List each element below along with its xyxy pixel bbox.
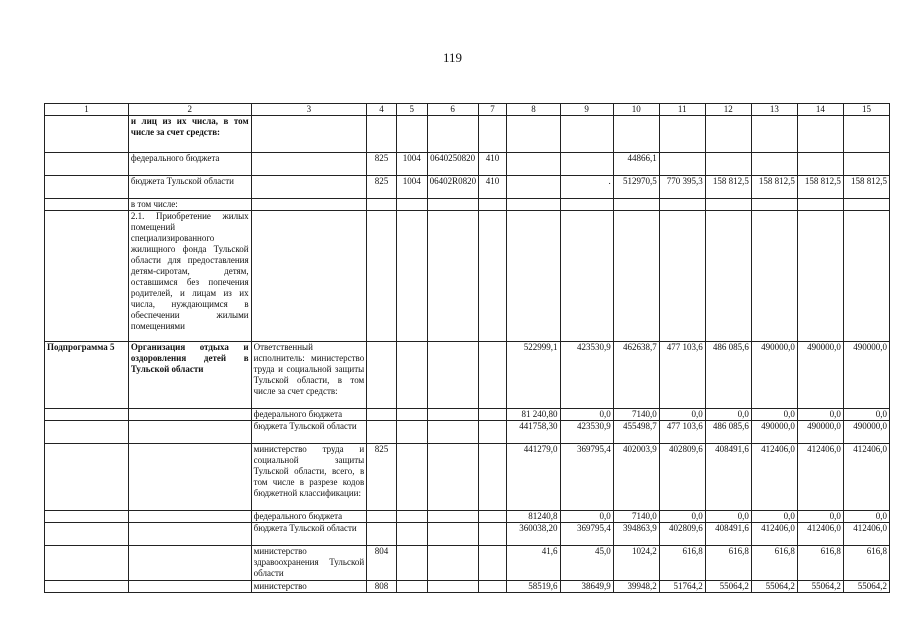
code-cell (427, 211, 478, 342)
program-cell (45, 153, 129, 176)
program-cell (45, 511, 129, 523)
program-cell (45, 523, 129, 546)
value-cell: 412406,0 (843, 444, 889, 511)
value-cell: 55064,2 (843, 581, 889, 593)
description-cell (128, 511, 251, 523)
column-header: 2 (128, 104, 251, 116)
value-cell: 402809,6 (659, 523, 705, 546)
code-cell (396, 511, 427, 523)
code-cell: 0640250820 (427, 153, 478, 176)
value-cell: 1024,2 (613, 546, 659, 581)
executor-cell (251, 176, 367, 199)
value-cell (797, 153, 843, 176)
code-cell (427, 421, 478, 444)
value-cell: 412406,0 (797, 523, 843, 546)
code-cell (478, 211, 507, 342)
value-cell: 369795,4 (560, 523, 613, 546)
value-cell: 490000,0 (843, 342, 889, 409)
column-header: 3 (251, 104, 367, 116)
column-header: 11 (659, 104, 705, 116)
value-cell (843, 211, 889, 342)
executor-cell: федерального бюджета (251, 409, 367, 421)
value-cell: 158 812,5 (843, 176, 889, 199)
value-cell: 45,0 (560, 546, 613, 581)
program-cell (45, 444, 129, 511)
column-header: 8 (507, 104, 560, 116)
value-cell: 490000,0 (843, 421, 889, 444)
code-cell (478, 199, 507, 211)
column-header: 7 (478, 104, 507, 116)
column-header: 6 (427, 104, 478, 116)
value-cell: 58519,6 (507, 581, 560, 593)
value-cell: 360038,20 (507, 523, 560, 546)
column-header: 4 (367, 104, 397, 116)
column-header: 13 (751, 104, 797, 116)
code-cell (396, 116, 427, 153)
table-row (45, 409, 890, 421)
code-cell (478, 523, 507, 546)
description-cell: бюджета Тульской области (128, 176, 251, 199)
program-cell (45, 211, 129, 342)
code-cell (427, 523, 478, 546)
value-cell: 616,8 (659, 546, 705, 581)
description-cell (128, 421, 251, 444)
program-cell (45, 581, 129, 593)
value-cell: 41,6 (507, 546, 560, 581)
value-cell: 616,8 (797, 546, 843, 581)
code-cell: 1004 (396, 176, 427, 199)
executor-cell: министерство (251, 581, 367, 593)
value-cell: 0,0 (751, 511, 797, 523)
value-cell: 770 395,3 (659, 176, 705, 199)
value-cell (613, 211, 659, 342)
program-cell: Подпрограмма 5 (45, 342, 129, 409)
value-cell: 455498,7 (613, 421, 659, 444)
value-cell (659, 116, 705, 153)
table-row (45, 421, 890, 444)
description-cell (128, 581, 251, 593)
value-cell: 0,0 (705, 409, 751, 421)
value-cell: 38649,9 (560, 581, 613, 593)
code-cell (427, 444, 478, 511)
value-cell: 412406,0 (797, 444, 843, 511)
value-cell: 7140,0 (613, 409, 659, 421)
code-cell (427, 511, 478, 523)
code-cell (478, 444, 507, 511)
value-cell: 55064,2 (751, 581, 797, 593)
value-cell: 522999,1 (507, 342, 560, 409)
value-cell (560, 199, 613, 211)
value-cell (843, 199, 889, 211)
value-cell (751, 211, 797, 342)
value-cell: 0,0 (751, 409, 797, 421)
code-cell (396, 444, 427, 511)
executor-cell: бюджета Тульской области (251, 523, 367, 546)
value-cell (507, 211, 560, 342)
value-cell (751, 153, 797, 176)
code-cell (367, 421, 397, 444)
value-cell: 39948,2 (613, 581, 659, 593)
value-cell (659, 153, 705, 176)
budget-table (44, 103, 890, 593)
value-cell: 51764,2 (659, 581, 705, 593)
value-cell (843, 153, 889, 176)
value-cell (560, 211, 613, 342)
code-cell (478, 511, 507, 523)
value-cell: 462638,7 (613, 342, 659, 409)
code-cell (396, 342, 427, 409)
value-cell: 616,8 (705, 546, 751, 581)
column-header: 14 (797, 104, 843, 116)
description-cell: 2.1. Приобретение жилых помещений специализированного жилищного фонда Тульской области для предоставления детям-сиротам, детям, оставшимся без попечения родителей, и лицам из их числа, нуждающимся в обеспечении жилыми помещениями (128, 211, 251, 342)
value-cell: 412406,0 (843, 523, 889, 546)
code-cell (367, 409, 397, 421)
executor-cell: федерального бюджета (251, 511, 367, 523)
code-cell (367, 523, 397, 546)
program-cell (45, 176, 129, 199)
program-cell (45, 409, 129, 421)
value-cell (751, 199, 797, 211)
value-cell: 408491,6 (705, 444, 751, 511)
code-cell (396, 409, 427, 421)
value-cell (705, 211, 751, 342)
code-cell: 06402R0820 (427, 176, 478, 199)
code-cell (427, 199, 478, 211)
value-cell (659, 211, 705, 342)
code-cell: 410 (478, 153, 507, 176)
value-cell (705, 199, 751, 211)
executor-cell: бюджета Тульской области (251, 421, 367, 444)
value-cell: 0,0 (843, 409, 889, 421)
code-cell: 825 (367, 176, 397, 199)
value-cell (705, 116, 751, 153)
code-cell (427, 546, 478, 581)
table-row (45, 444, 890, 511)
value-cell: 486 085,6 (705, 342, 751, 409)
value-cell: 412406,0 (751, 523, 797, 546)
value-cell: 490000,0 (751, 421, 797, 444)
program-cell (45, 199, 129, 211)
code-cell (478, 409, 507, 421)
program-cell (45, 116, 129, 153)
value-cell: 402809,6 (659, 444, 705, 511)
code-cell (396, 421, 427, 444)
table-row (45, 176, 890, 199)
executor-cell: Ответственный исполнитель: министерство труда и социальной защиты Тульской области, в том числе за счет средств: (251, 342, 367, 409)
code-cell (396, 199, 427, 211)
value-cell: 158 812,5 (751, 176, 797, 199)
value-cell: 512970,5 (613, 176, 659, 199)
table-row (45, 511, 890, 523)
table-row (45, 546, 890, 581)
code-cell (367, 199, 397, 211)
table-row (45, 153, 890, 176)
value-cell (507, 153, 560, 176)
code-cell: 804 (367, 546, 397, 581)
table-row (45, 523, 890, 546)
value-cell: 0,0 (659, 511, 705, 523)
table-row (45, 581, 890, 593)
value-cell: 0,0 (705, 511, 751, 523)
column-header: 10 (613, 104, 659, 116)
value-cell: 7140,0 (613, 511, 659, 523)
value-cell (797, 199, 843, 211)
code-cell (367, 342, 397, 409)
value-cell: 616,8 (751, 546, 797, 581)
code-cell (367, 511, 397, 523)
table-row (45, 342, 890, 409)
header-row (45, 104, 890, 116)
code-cell: 410 (478, 176, 507, 199)
value-cell (751, 116, 797, 153)
program-cell (45, 421, 129, 444)
value-cell: 0,0 (659, 409, 705, 421)
value-cell: 394863,9 (613, 523, 659, 546)
code-cell (396, 546, 427, 581)
value-cell: 402003,9 (613, 444, 659, 511)
executor-cell: министерство здравоохранения Тульской области (251, 546, 367, 581)
value-cell: 158 812,5 (797, 176, 843, 199)
code-cell (478, 116, 507, 153)
value-cell: 0,0 (843, 511, 889, 523)
value-cell: 441279,0 (507, 444, 560, 511)
column-header: 9 (560, 104, 613, 116)
column-header: 1 (45, 104, 129, 116)
value-cell (843, 116, 889, 153)
value-cell: 55064,2 (797, 581, 843, 593)
value-cell: 158 812,5 (705, 176, 751, 199)
description-cell: федерального бюджета (128, 153, 251, 176)
value-cell (560, 116, 613, 153)
value-cell: 408491,6 (705, 523, 751, 546)
table-row (45, 211, 890, 342)
code-cell (478, 581, 507, 593)
value-cell: 0,0 (560, 511, 613, 523)
value-cell: 0,0 (797, 511, 843, 523)
description-cell: Организация отдыха и оздоровления детей в Тульской области (128, 342, 251, 409)
value-cell (659, 199, 705, 211)
description-cell (128, 409, 251, 421)
value-cell: 55064,2 (705, 581, 751, 593)
executor-cell (251, 153, 367, 176)
value-cell (613, 116, 659, 153)
value-cell (507, 199, 560, 211)
description-cell (128, 546, 251, 581)
value-cell: 477 103,6 (659, 421, 705, 444)
value-cell: 490000,0 (751, 342, 797, 409)
value-cell: 441758,30 (507, 421, 560, 444)
code-cell: 808 (367, 581, 397, 593)
description-cell (128, 523, 251, 546)
table-row (45, 116, 890, 153)
value-cell: 423530,9 (560, 342, 613, 409)
code-cell (478, 546, 507, 581)
value-cell (507, 176, 560, 199)
code-cell (478, 342, 507, 409)
executor-cell (251, 116, 367, 153)
value-cell: 81240,8 (507, 511, 560, 523)
value-cell: 44866,1 (613, 153, 659, 176)
value-cell: 423530,9 (560, 421, 613, 444)
page-number: 119 (442, 50, 463, 65)
column-header: 12 (705, 104, 751, 116)
value-cell (560, 153, 613, 176)
description-cell: в том числе: (128, 199, 251, 211)
code-cell (396, 211, 427, 342)
code-cell (427, 581, 478, 593)
value-cell: 369795,4 (560, 444, 613, 511)
value-cell (507, 116, 560, 153)
code-cell (427, 116, 478, 153)
code-cell (367, 211, 397, 342)
value-cell (705, 153, 751, 176)
value-cell: 490000,0 (797, 421, 843, 444)
code-cell: 1004 (396, 153, 427, 176)
executor-cell (251, 199, 367, 211)
code-cell (396, 581, 427, 593)
description-cell: и лиц из их числа, в том числе за счет средств: (128, 116, 251, 153)
value-cell (797, 116, 843, 153)
value-cell: 81 240,80 (507, 409, 560, 421)
value-cell: 616,8 (843, 546, 889, 581)
value-cell: 412406,0 (751, 444, 797, 511)
program-cell (45, 546, 129, 581)
code-cell (478, 421, 507, 444)
executor-cell: министерство труда и социальной защиты Тульской области, всего, в том числе в разрезе кодов бюджетной классификации: (251, 444, 367, 511)
value-cell: 0,0 (560, 409, 613, 421)
value-cell (613, 199, 659, 211)
code-cell (427, 409, 478, 421)
value-cell: 486 085,6 (705, 421, 751, 444)
code-cell (427, 342, 478, 409)
code-cell (367, 116, 397, 153)
table-row (45, 199, 890, 211)
code-cell: 825 (367, 153, 397, 176)
column-header: 15 (843, 104, 889, 116)
value-cell: . (560, 176, 613, 199)
value-cell (797, 211, 843, 342)
code-cell (396, 523, 427, 546)
description-cell (128, 444, 251, 511)
executor-cell (251, 211, 367, 342)
column-header: 5 (396, 104, 427, 116)
value-cell: 477 103,6 (659, 342, 705, 409)
value-cell: 490000,0 (797, 342, 843, 409)
value-cell: 0,0 (797, 409, 843, 421)
code-cell: 825 (367, 444, 397, 511)
